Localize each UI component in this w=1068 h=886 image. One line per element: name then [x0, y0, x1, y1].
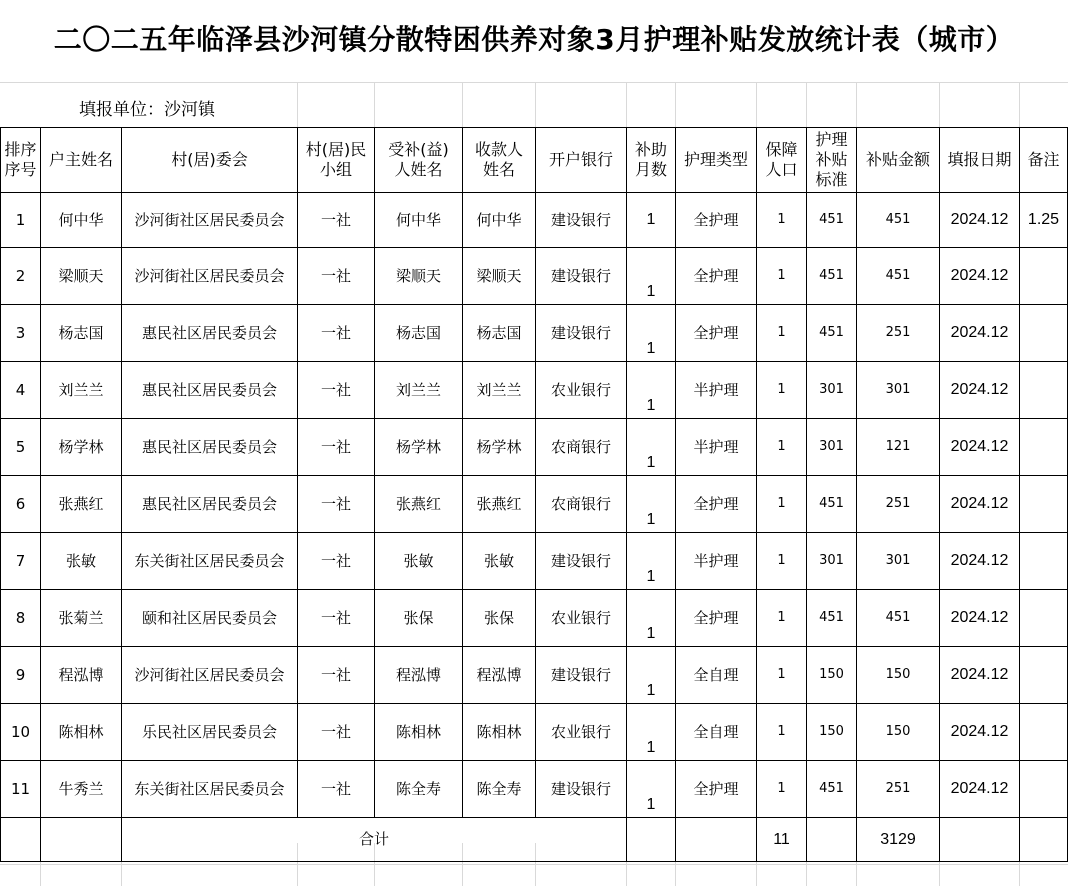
total-empty-1 [1, 818, 41, 862]
cell-group: 一社 [298, 476, 375, 533]
cell-beneficiary: 张敏 [375, 533, 463, 590]
cell-care-type: 半护理 [676, 419, 757, 476]
header-committee: 村(居)委会 [122, 128, 298, 193]
cell-group: 一社 [298, 761, 375, 818]
total-empty-7 [1020, 818, 1068, 862]
cell-date: 2024.12 [940, 193, 1020, 248]
cell-amount: 451 [857, 590, 940, 647]
cell-group: 一社 [298, 193, 375, 248]
table-row [1, 193, 1068, 248]
cell-seq: 4 [1, 362, 41, 419]
cell-date: 2024.12 [940, 305, 1020, 362]
cell-date: 2024.12 [940, 248, 1020, 305]
cell-standard: 301 [807, 362, 857, 419]
header-group: 村(居)民 小组 [298, 128, 375, 193]
cell-committee: 惠民社区居民委员会 [122, 476, 298, 533]
cell-amount: 150 [857, 647, 940, 704]
cell-payee: 程泓博 [463, 647, 536, 704]
subsidy-table [0, 127, 1068, 862]
cell-householder: 张敏 [41, 533, 122, 590]
cell-committee: 东关街社区居民委员会 [122, 533, 298, 590]
cell-group: 一社 [298, 305, 375, 362]
cell-date: 2024.12 [940, 476, 1020, 533]
cell-seq: 6 [1, 476, 41, 533]
header-people: 保障 人口 [757, 128, 807, 193]
cell-amount: 301 [857, 362, 940, 419]
cell-householder: 程泓博 [41, 647, 122, 704]
cell-group: 一社 [298, 590, 375, 647]
cell-months: 1 [627, 362, 676, 419]
cell-committee: 颐和社区居民委员会 [122, 590, 298, 647]
cell-beneficiary: 张保 [375, 590, 463, 647]
table-row [1, 248, 1068, 305]
cell-amount: 251 [857, 761, 940, 818]
header-standard: 护理 补贴 标准 [807, 128, 857, 193]
cell-beneficiary: 程泓博 [375, 647, 463, 704]
cell-beneficiary: 杨志国 [375, 305, 463, 362]
cell-months: 1 [627, 305, 676, 362]
cell-committee: 沙河街社区居民委员会 [122, 193, 298, 248]
cell-care-type: 全自理 [676, 704, 757, 761]
header-date: 填报日期 [940, 128, 1020, 193]
cell-months: 1 [627, 761, 676, 818]
cell-payee: 张燕红 [463, 476, 536, 533]
cell-months: 1 [627, 704, 676, 761]
table-row [1, 419, 1068, 476]
cell-committee: 惠民社区居民委员会 [122, 419, 298, 476]
cell-months: 1 [627, 419, 676, 476]
cell-note [1020, 590, 1068, 647]
table-row [1, 305, 1068, 362]
cell-householder: 牛秀兰 [41, 761, 122, 818]
header-note: 备注 [1020, 128, 1068, 193]
cell-group: 一社 [298, 419, 375, 476]
cell-note [1020, 305, 1068, 362]
cell-note: 1.25 [1020, 193, 1068, 248]
total-amount: 3129 [857, 818, 940, 862]
cell-householder: 张燕红 [41, 476, 122, 533]
cell-committee: 惠民社区居民委员会 [122, 362, 298, 419]
cell-group: 一社 [298, 647, 375, 704]
cell-payee: 梁顺天 [463, 248, 536, 305]
cell-bank: 建设银行 [536, 533, 627, 590]
cell-months: 1 [627, 533, 676, 590]
cell-bank: 建设银行 [536, 248, 627, 305]
header-amount: 补贴金额 [857, 128, 940, 193]
table-row [1, 362, 1068, 419]
cell-committee: 乐民社区居民委员会 [122, 704, 298, 761]
cell-group: 一社 [298, 704, 375, 761]
cell-bank: 建设银行 [536, 305, 627, 362]
cell-beneficiary: 张燕红 [375, 476, 463, 533]
cell-payee: 陈全寿 [463, 761, 536, 818]
header-beneficiary: 受补(益) 人姓名 [375, 128, 463, 193]
cell-people: 1 [757, 761, 807, 818]
cell-payee: 杨学林 [463, 419, 536, 476]
cell-people: 1 [757, 419, 807, 476]
cell-note [1020, 362, 1068, 419]
cell-note [1020, 704, 1068, 761]
cell-date: 2024.12 [940, 590, 1020, 647]
table-row [1, 761, 1068, 818]
total-empty-6 [940, 818, 1020, 862]
cell-beneficiary: 梁顺天 [375, 248, 463, 305]
cell-care-type: 全护理 [676, 193, 757, 248]
cell-standard: 451 [807, 476, 857, 533]
cell-beneficiary: 杨学林 [375, 419, 463, 476]
cell-care-type: 半护理 [676, 533, 757, 590]
cell-amount: 251 [857, 305, 940, 362]
cell-seq: 3 [1, 305, 41, 362]
cell-standard: 150 [807, 704, 857, 761]
cell-payee: 陈相林 [463, 704, 536, 761]
cell-seq: 8 [1, 590, 41, 647]
cell-householder: 陈相林 [41, 704, 122, 761]
cell-care-type: 全护理 [676, 590, 757, 647]
cell-care-type: 全护理 [676, 305, 757, 362]
cell-committee: 沙河街社区居民委员会 [122, 248, 298, 305]
cell-people: 1 [757, 704, 807, 761]
cell-standard: 451 [807, 193, 857, 248]
cell-people: 1 [757, 647, 807, 704]
cell-householder: 张菊兰 [41, 590, 122, 647]
cell-amount: 121 [857, 419, 940, 476]
table-row [1, 476, 1068, 533]
cell-payee: 刘兰兰 [463, 362, 536, 419]
cell-householder: 刘兰兰 [41, 362, 122, 419]
total-empty-5 [807, 818, 857, 862]
cell-care-type: 半护理 [676, 362, 757, 419]
cell-group: 一社 [298, 362, 375, 419]
total-empty-4 [676, 818, 757, 862]
cell-beneficiary: 陈相林 [375, 704, 463, 761]
total-empty-2 [41, 818, 122, 862]
cell-bank: 建设银行 [536, 647, 627, 704]
cell-people: 1 [757, 590, 807, 647]
cell-months: 1 [627, 590, 676, 647]
cell-seq: 7 [1, 533, 41, 590]
cell-standard: 451 [807, 590, 857, 647]
cell-note [1020, 761, 1068, 818]
cell-group: 一社 [298, 248, 375, 305]
cell-date: 2024.12 [940, 419, 1020, 476]
cell-months: 1 [627, 476, 676, 533]
cell-seq: 5 [1, 419, 41, 476]
cell-date: 2024.12 [940, 647, 1020, 704]
table-header-row [1, 128, 1068, 193]
cell-seq: 11 [1, 761, 41, 818]
header-payee: 收款人 姓名 [463, 128, 536, 193]
cell-care-type: 全护理 [676, 761, 757, 818]
cell-committee: 沙河街社区居民委员会 [122, 647, 298, 704]
total-empty-3 [627, 818, 676, 862]
cell-amount: 451 [857, 248, 940, 305]
cell-note [1020, 248, 1068, 305]
cell-amount: 301 [857, 533, 940, 590]
cell-standard: 451 [807, 305, 857, 362]
cell-standard: 150 [807, 647, 857, 704]
cell-payee: 杨志国 [463, 305, 536, 362]
cell-standard: 451 [807, 248, 857, 305]
cell-group: 一社 [298, 533, 375, 590]
cell-committee: 惠民社区居民委员会 [122, 305, 298, 362]
cell-people: 1 [757, 362, 807, 419]
document-title: 二〇二五年临泽县沙河镇分散特困供养对象3月护理补贴发放统计表（城市） [53, 23, 1015, 56]
cell-seq: 10 [1, 704, 41, 761]
header-bank: 开户银行 [536, 128, 627, 193]
cell-amount: 451 [857, 193, 940, 248]
table-row [1, 590, 1068, 647]
cell-payee: 张保 [463, 590, 536, 647]
cell-people: 1 [757, 248, 807, 305]
cell-people: 1 [757, 193, 807, 248]
table-row [1, 647, 1068, 704]
reporting-unit-label: 填报单位：沙河镇 [79, 100, 215, 120]
cell-bank: 建设银行 [536, 193, 627, 248]
cell-beneficiary: 陈全寿 [375, 761, 463, 818]
cell-months: 1 [627, 193, 676, 248]
cell-date: 2024.12 [940, 761, 1020, 818]
cell-note [1020, 419, 1068, 476]
cell-householder: 杨志国 [41, 305, 122, 362]
cell-beneficiary: 刘兰兰 [375, 362, 463, 419]
cell-note [1020, 476, 1068, 533]
cell-standard: 301 [807, 419, 857, 476]
cell-bank: 农业银行 [536, 590, 627, 647]
cell-bank: 农商银行 [536, 419, 627, 476]
cell-people: 1 [757, 476, 807, 533]
cell-householder: 何中华 [41, 193, 122, 248]
cell-householder: 梁顺天 [41, 248, 122, 305]
cell-amount: 150 [857, 704, 940, 761]
cell-care-type: 全护理 [676, 248, 757, 305]
cell-payee: 何中华 [463, 193, 536, 248]
cell-committee: 东关街社区居民委员会 [122, 761, 298, 818]
cell-payee: 张敏 [463, 533, 536, 590]
cell-bank: 农业银行 [536, 704, 627, 761]
cell-bank: 建设银行 [536, 761, 627, 818]
table-row [1, 704, 1068, 761]
cell-seq: 1 [1, 193, 41, 248]
total-label: 合计 [122, 818, 627, 862]
cell-amount: 251 [857, 476, 940, 533]
header-care-type: 护理类型 [676, 128, 757, 193]
cell-months: 1 [627, 248, 676, 305]
total-row [1, 818, 1068, 862]
cell-date: 2024.12 [940, 362, 1020, 419]
cell-standard: 301 [807, 533, 857, 590]
cell-seq: 9 [1, 647, 41, 704]
cell-bank: 农业银行 [536, 362, 627, 419]
cell-people: 1 [757, 305, 807, 362]
cell-date: 2024.12 [940, 533, 1020, 590]
cell-note [1020, 533, 1068, 590]
cell-date: 2024.12 [940, 704, 1020, 761]
cell-care-type: 全自理 [676, 647, 757, 704]
header-householder: 户主姓名 [41, 128, 122, 193]
cell-seq: 2 [1, 248, 41, 305]
cell-beneficiary: 何中华 [375, 193, 463, 248]
cell-care-type: 全护理 [676, 476, 757, 533]
cell-months: 1 [627, 647, 676, 704]
header-months: 补助 月数 [627, 128, 676, 193]
cell-note [1020, 647, 1068, 704]
header-seq: 排序 序号 [1, 128, 41, 193]
cell-standard: 451 [807, 761, 857, 818]
total-people: 11 [757, 818, 807, 862]
cell-bank: 农商银行 [536, 476, 627, 533]
cell-people: 1 [757, 533, 807, 590]
table-row [1, 533, 1068, 590]
cell-householder: 杨学林 [41, 419, 122, 476]
